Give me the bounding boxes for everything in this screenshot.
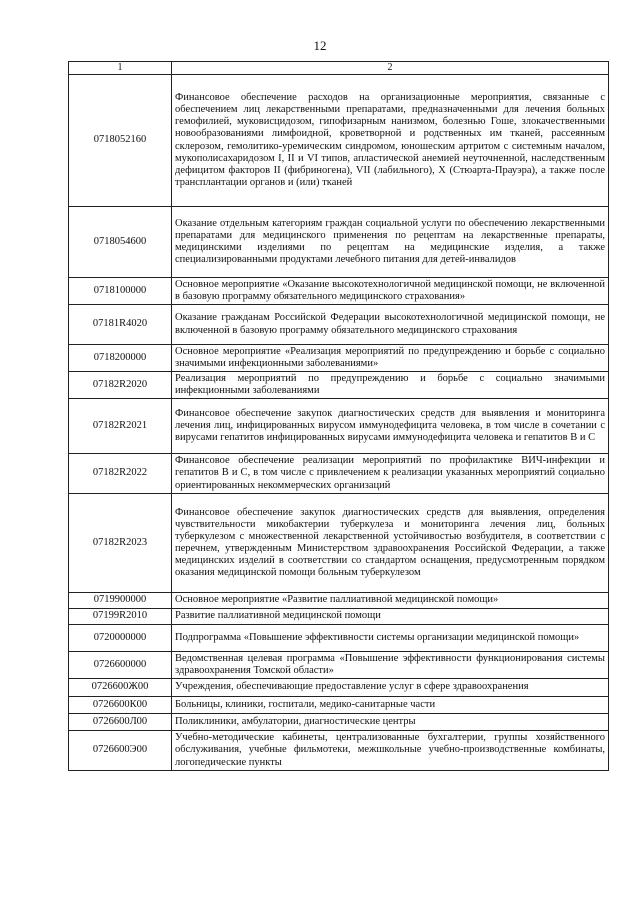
- table-row: [69, 494, 609, 593]
- table-row: [69, 399, 609, 454]
- row-code: 07199R2010: [69, 609, 172, 625]
- row-code: 0719900000: [69, 593, 172, 609]
- row-description: Оказание гражданам Российской Федерации высокотехнологичной медицинской помощи, не включенной в базовую программу обязательного медицинского страхования: [172, 305, 609, 345]
- row-code: 0720000000: [69, 625, 172, 652]
- row-description: Развитие паллиативной медицинской помощи: [172, 609, 609, 625]
- row-code: 0718054600: [69, 207, 172, 278]
- row-code: 0726600К00: [69, 697, 172, 714]
- row-description: Оказание отдельным категориям граждан социальной услуги по обеспечению лекарственными препаратами для медицинского применения по рецептам на лекарственные препараты, медицинскими изделиями по рецептам на медицинские изделия, а также специализированными продуктами лечебного питания для детей-инвалидов: [172, 207, 609, 278]
- budget-code-table: [68, 61, 609, 771]
- table-row: [69, 593, 609, 609]
- row-code: 07182R2022: [69, 454, 172, 494]
- table-row: [69, 454, 609, 494]
- row-description: Учебно-методические кабинеты, централизованные бухгалтерии, группы хозяйственного обслуживания, учебные фильмотеки, межшкольные учебно-производственные комбинаты, логопедические пункты: [172, 731, 609, 771]
- column-header-2: 2: [172, 62, 609, 75]
- row-description: Ведомственная целевая программа «Повышение эффективности функционирования системы здравоохранения Томской области»: [172, 652, 609, 679]
- row-description: Основное мероприятие «Развитие паллиативной медицинской помощи»: [172, 593, 609, 609]
- row-code: 0718200000: [69, 345, 172, 372]
- table-row: [69, 652, 609, 679]
- row-description: Финансовое обеспечение реализации мероприятий по профилактике ВИЧ-инфекции и гепатитов В и С, в том числе с привлечением к реализации указанных мероприятий социально ориентированных некоммерческих организаций: [172, 454, 609, 494]
- row-code: 0726600Л00: [69, 714, 172, 731]
- row-description: Больницы, клиники, госпитали, медико-санитарные части: [172, 697, 609, 714]
- row-code: 07181R4020: [69, 305, 172, 345]
- table-row: [69, 345, 609, 372]
- table-header-row: [69, 62, 609, 75]
- row-code: 0726600Ж00: [69, 679, 172, 697]
- row-description: Подпрограмма «Повышение эффективности системы организации медицинской помощи»: [172, 625, 609, 652]
- column-header-1: 1: [69, 62, 172, 75]
- table-row: [69, 731, 609, 771]
- row-description: Поликлиники, амбулатории, диагностические центры: [172, 714, 609, 731]
- row-description: Реализация мероприятий по предупреждению и борьбе с социально значимыми инфекционными заболеваниями: [172, 372, 609, 399]
- row-description: Финансовое обеспечение расходов на организационные мероприятия, связанные с обеспечением лиц лекарственными препаратами, предназначенными для лечения больных гемофилией, муковисцидозом, гипофизарным нанизмом, болезнью Гоше, злокачественными новообразованиями лимфоидной, кроветворной и родственных им тканей, рассеянным склерозом, гемолитико-уремическим синдромом, юношеским артритом с системным началом, мукополисахаридозом I, II и VI типов, апластической анемией неуточненной, наследственным дефицитом факторов II (фибриногена), VII (лабильного), X (Стюарта-Прауэра), а также после трансплантации органов и (или) тканей: [172, 75, 609, 207]
- page-number: 12: [313, 38, 327, 53]
- table-row: [69, 697, 609, 714]
- row-description: Учреждения, обеспечивающие предоставление услуг в сфере здравоохранения: [172, 679, 609, 697]
- row-code: 07182R2021: [69, 399, 172, 454]
- table-row: [69, 278, 609, 305]
- table-row: [69, 207, 609, 278]
- row-description: Финансовое обеспечение закупок диагностических средств для выявления, определения чувствительности микобактерии туберкулеза и мониторинга лечения лиц, больных туберкулезом с множественной лекарственной устойчивостью возбудителя, в соответствии с перечнем, утвержденным Министерством здравоохранения Российской Федерации, а также медицинских изделий в соответствии со стандартом оснащения, предусмотренным порядком оказания медицинской помощи больным туберкулезом: [172, 494, 609, 593]
- row-code: 0718100000: [69, 278, 172, 305]
- table-row: [69, 305, 609, 345]
- row-code: 07182R2020: [69, 372, 172, 399]
- row-code: 0718052160: [69, 75, 172, 207]
- row-code: 0726600000: [69, 652, 172, 679]
- table-row: [69, 714, 609, 731]
- row-description: Финансовое обеспечение закупок диагностических средств для выявления и мониторинга лечения лиц, инфицированных вирусом иммунодефицита человека, в том числе в сочетании с вирусами гепатитов инфицированных вирусами иммунодефицита человека и гепатитов В и С: [172, 399, 609, 454]
- row-code: 0726600Э00: [69, 731, 172, 771]
- table-row: [69, 75, 609, 207]
- table-row: [69, 609, 609, 625]
- row-code: 07182R2023: [69, 494, 172, 593]
- row-description: Основное мероприятие «Реализация мероприятий по предупреждению и борьбе с социально значимыми инфекционными заболеваниями»: [172, 345, 609, 372]
- row-description: Основное мероприятие «Оказание высокотехнологичной медицинской помощи, не включенной в базовую программу обязательного медицинского страхования»: [172, 278, 609, 305]
- table-row: [69, 372, 609, 399]
- table-row: [69, 625, 609, 652]
- table-row: [69, 679, 609, 697]
